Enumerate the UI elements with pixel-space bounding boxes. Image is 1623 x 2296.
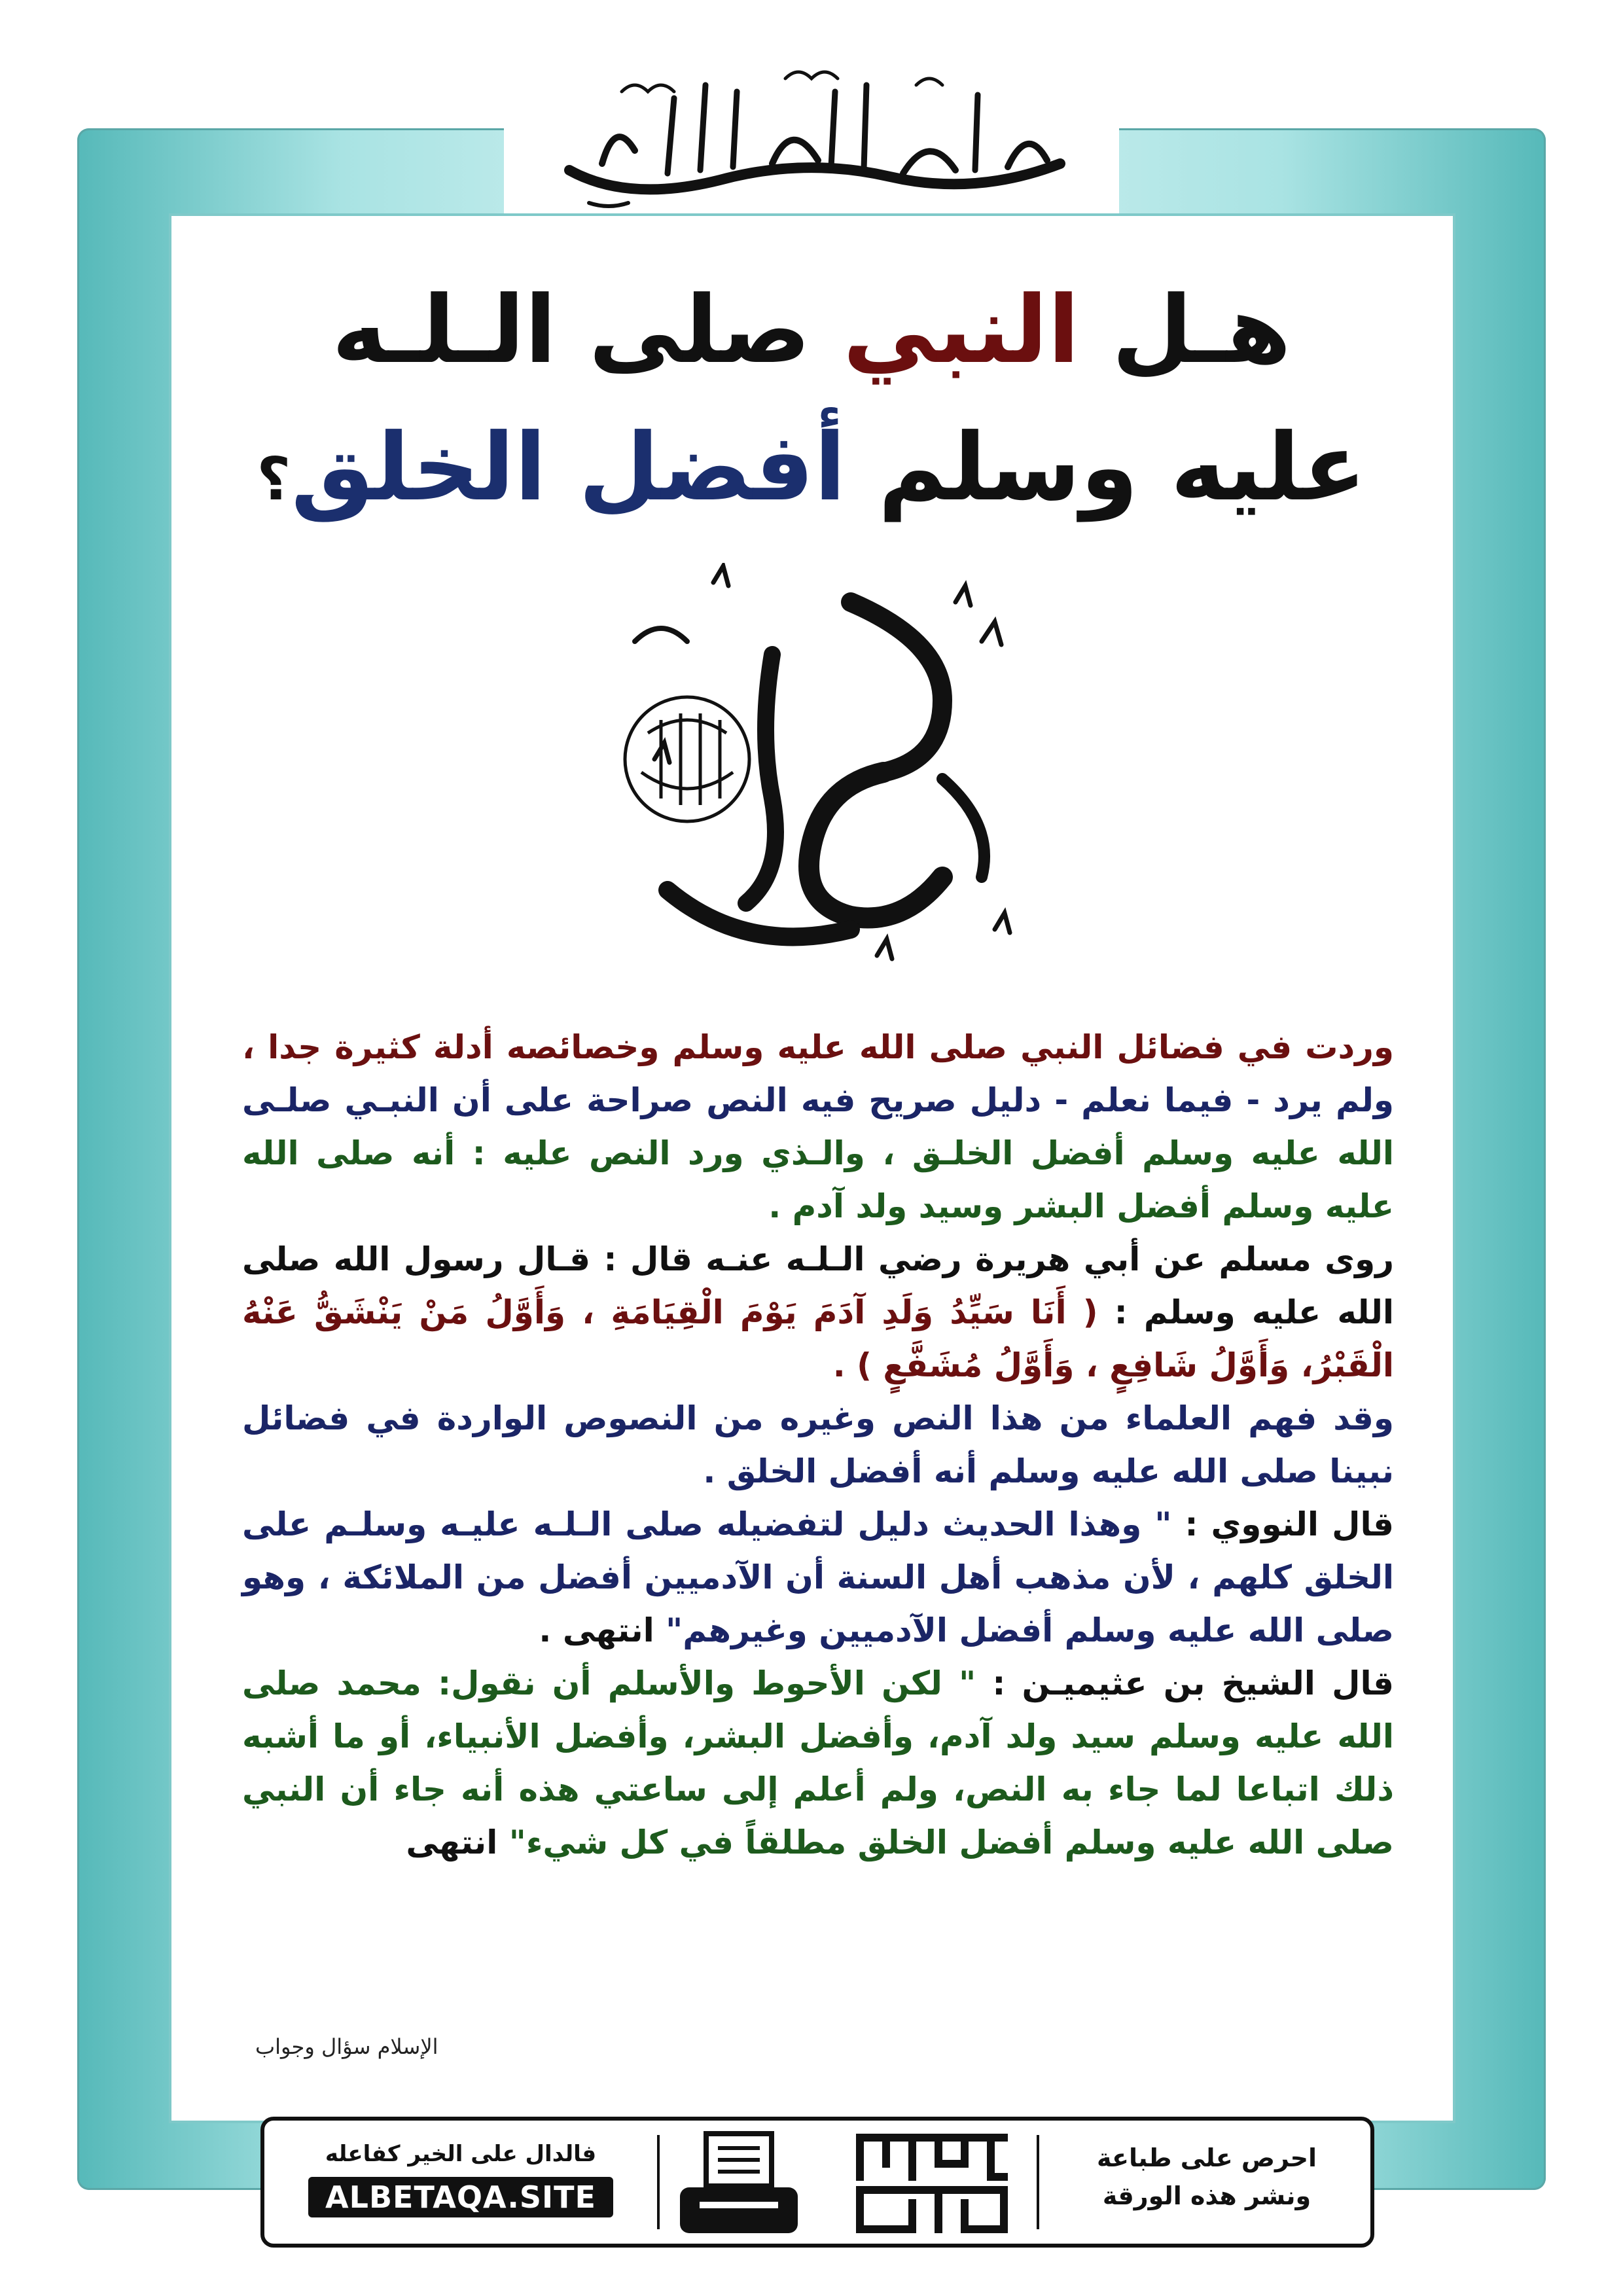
basmala-calligraphy bbox=[524, 39, 1099, 223]
title-word: عليه وسلم bbox=[878, 414, 1366, 522]
paragraph-2 bbox=[242, 1233, 1394, 1392]
uthaymeen-quote: " لكن الأحوط والأسلم أن نقول: محمد صلى الله عليه وسلم سيد ولد آدم، وأفضل البشر، وأفضل الأنبياء، أو ما أشبه ذلك اتباعا لما جاء به النص، ولم أعلم إلى ساعتي هذه أنه جاء أن النبي صلى الله عليه وسلم أفضل الخلق مطلقاً في كل شيء" bbox=[242, 1664, 1394, 1861]
footer-note-line: احرص على طباعة bbox=[1096, 2144, 1317, 2172]
text-segment: وقد فهم العلماء من هذا النص وغيره من النصوص الواردة في فضائل نبينا صلى الله عليه وسلم أنه أفضل الخلق . bbox=[242, 1399, 1394, 1490]
text-segment: قال الشيخ بن عثيميـن : bbox=[992, 1664, 1394, 1702]
footer-divider bbox=[657, 2135, 660, 2229]
footer-site-block bbox=[277, 2135, 644, 2217]
text-segment: وردت في فضائل النبي صلى الله عليه وسلم وخصائصه أدلة كثيرة جدا ، bbox=[242, 1028, 1394, 1066]
footer-bar bbox=[260, 2117, 1374, 2248]
printer-icon bbox=[673, 2128, 804, 2240]
paragraph-5 bbox=[242, 1657, 1394, 1869]
footer-print-note bbox=[1063, 2139, 1351, 2215]
site-link[interactable]: ALBETAQA.SITE bbox=[308, 2177, 613, 2217]
text-segment: قال النووي : bbox=[1185, 1505, 1394, 1543]
title-line-2 bbox=[196, 399, 1427, 548]
hadith-quote: ( أَنَا سَيِّدُ وَلَدِ آدَمَ يَوْمَ الْقِيَامَةِ ، وَأَوَّلُ مَنْ يَنْشَقُّ عَنْهُ الْقَبْرُ، وَأَوَّلُ شَافِعٍ ، وَأَوَّلُ مُشَفَّعٍ ) . bbox=[242, 1293, 1394, 1384]
paragraph-4 bbox=[242, 1498, 1394, 1657]
text-segment: ولم يرد - فيما نعلم - دليل صريح فيه النص صراحة على أن النبـي صلـى bbox=[242, 1081, 1394, 1119]
article-body bbox=[242, 1021, 1394, 1869]
page-title bbox=[196, 262, 1427, 548]
title-highlight-blue: أفضل الخلق bbox=[291, 414, 846, 522]
footer-slogan: فالدال على الخير كفاعله bbox=[325, 2141, 597, 2167]
dawa-logo-icon bbox=[847, 2125, 1017, 2241]
title-word: هـل bbox=[1112, 276, 1291, 384]
paragraph-3 bbox=[242, 1392, 1394, 1498]
text-segment: انتهى . bbox=[539, 1611, 654, 1649]
title-line-1 bbox=[196, 262, 1427, 399]
question-mark: ؟ bbox=[257, 445, 291, 514]
paragraph-1 bbox=[242, 1021, 1394, 1233]
muhammad-calligraphy bbox=[576, 563, 1047, 982]
title-highlight-red: النبي bbox=[843, 276, 1080, 384]
footer-note-line: ونشر هذه الورقة bbox=[1102, 2181, 1311, 2210]
text-segment: انتهى bbox=[406, 1823, 498, 1861]
footer-divider bbox=[1037, 2135, 1039, 2229]
text-segment: روى مسلم عن أبي هريرة رضي الـلـه عنـه قال : قـال رسول الله صلى الله عليه وسلم : bbox=[242, 1240, 1395, 1331]
text-segment: الله عليه وسلم أفضل الخلـق ، والـذي ورد النص عليه : أنه صلى الله عليه وسلم أفضل البشر وسيد ولد آدم . bbox=[242, 1134, 1394, 1225]
nawawi-quote: " وهذا الحديث دليل لتفضيله صلى الـلـه عليـه وسلـم على الخلق كلهم ، لأن مذهب أهل السنة أن الآدميين أفضل من الملائكة ، وهو صلى الله عليه وسلم أفضل الآدميين وغيرهم" bbox=[242, 1505, 1394, 1649]
source-credit: الإسلام سؤال وجواب bbox=[255, 2034, 438, 2059]
title-word: صلى الـلـه bbox=[332, 276, 811, 384]
